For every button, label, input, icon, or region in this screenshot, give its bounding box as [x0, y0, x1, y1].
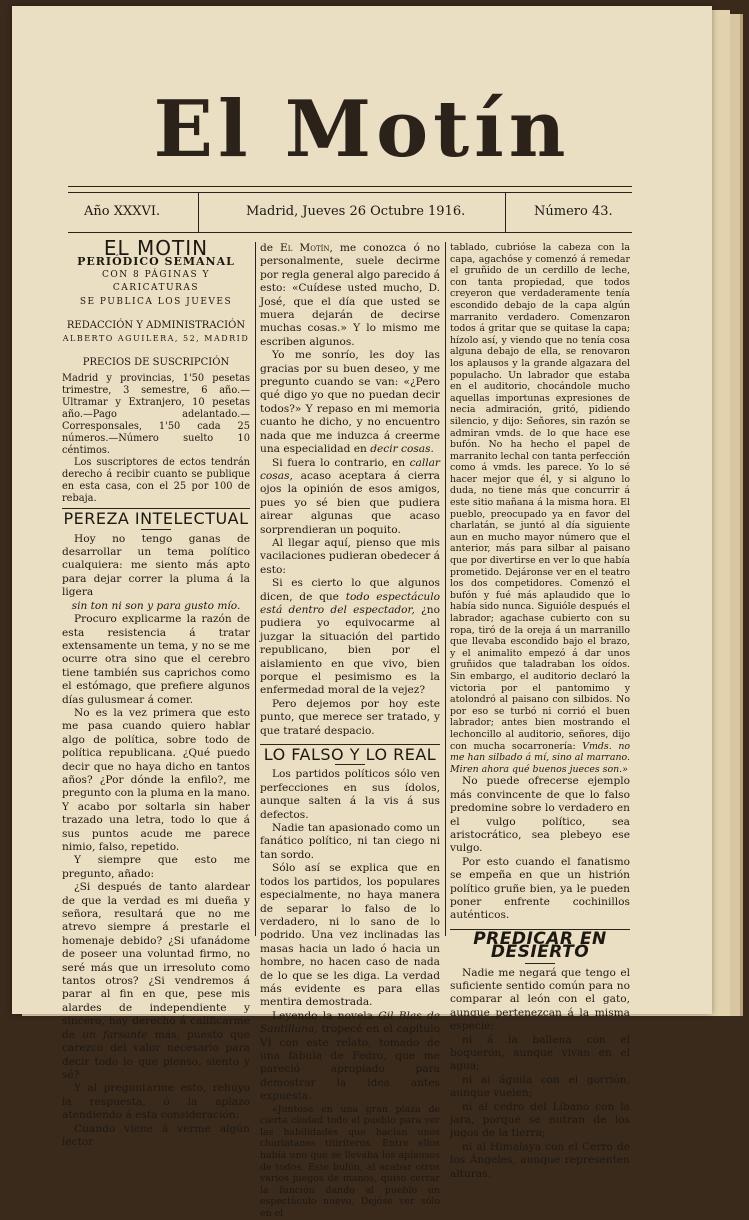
- article-title-falso: LO FALSO Y LO REAL: [263, 745, 437, 765]
- box-address: ALBERTO AGUILERA, 52, MADRID: [62, 334, 250, 344]
- masthead-rule-bottom: [68, 232, 632, 233]
- desierto-v3: ni al águila con el gorrión, aunque vuelen;: [450, 1073, 630, 1100]
- col2-p2: Yo me sonrío, les doy las gracias por su buen deseo, y me pregunto cuando se van: «¿Pero qué digo yo que no puedan decir todos?» Y repaso en mi memoria cuanto he dicho, y no encuentro nada que me induzca á creerme una especialidad en decir cosas.: [260, 349, 440, 456]
- newspaper-page: [12, 6, 712, 1219]
- year-label: Año XXXVI.: [84, 204, 161, 219]
- box-published: SE PUBLICA LOS JUEVES: [79, 296, 233, 307]
- subscription-box: [62, 236, 250, 369]
- desierto-v1: Nadie me negará que tengo el suficiente sentido común para no comparar al león con el gato, aunque pertenezcan á la misma especie;: [450, 966, 630, 1033]
- pereza-p5: ¿Si después de tanto alardear de que la verdad es mi dueña y señora, resultará que no me atrevo siempre á prestarle el homenaje debido? ¿Si ufanádome de poseer una voluntad firmo, no seré más que un irresoluto como tantos otros? ¿Si vendremos á parar al fin en que, pese mis alardes de independiente y sincero, hay derecho á calificarme de un farsante más, puesto que carezco del valor necesario para decir todo lo que pienso, siento y sé?: [62, 881, 251, 1081]
- subscriber-note: Los suscriptores de ectos tendrán derecho á recibir cuanto se publique en esta casa, con el 25 por 100 de rebaja.: [62, 457, 250, 505]
- title-dash: [141, 529, 171, 530]
- falso-p1: Los partidos políticos sólo ven perfecciones en sus ídolos, aunque salten á la vis á sus defectos.: [260, 768, 440, 821]
- title-dash-3: [525, 963, 555, 964]
- box-subtitle: PERIÓDICO SEMANAL: [77, 255, 235, 269]
- pereza-p4: Y siempre que esto me pregunto, añado:: [62, 854, 250, 880]
- dateline-divider-2: [505, 192, 506, 232]
- desierto-v5: ni al Himalaya con el Cerro de los Ángeles, aunque representen alturas.: [450, 1140, 630, 1180]
- pereza-p3: No es la vez primera que esto me pasa cuando quiero hablar algo de política, sobre todo de política republicana. ¿Qué puedo decir que no haya dicho en tantos años? ¿Por dónde la enfilo?, me pregunto con la pluma en la mano. Y acabo por soltarla sin haber trazado una letra, todo lo que á sus puntos acude me parece nimio, falso, repetido.: [62, 706, 250, 853]
- pereza-p6: Y al preguntarme esto, rehuyo la respuesta, ó la aplazo atendiendo á esta consideración:: [62, 1082, 250, 1122]
- column-rule-2: [445, 242, 446, 936]
- pereza-p7: Cuando viene á verme algún lector: [62, 1122, 250, 1148]
- falso-quote: «Juntose en una gran plaza de cierta ciudad todo el pueblo para ver las habilidades que hacían unos charlatanes titiriteros. Entre ellos había uno que se llevaba los aplausos de todos. Este bufón, al acabar otros varios juegos de manos, quiso cerrar la función dando al pueblo un espectáculo nuevo. Dejóse ver sólo en el: [260, 1103, 440, 1219]
- prices-text: Madrid y provincias, 1'50 pesetas trimestre, 3 semestre, 6 año.—Ultramar y Extranjero, 10 pesetas año.—Pago adelantado.—Corresponsales, 1'50 cada 25 números.—Número suelto 10 céntimos.: [62, 373, 250, 457]
- issue-number: Número 43.: [534, 204, 613, 219]
- desierto-v2: ni á la ballena con el boquerón, aunque vivan en el agua;: [450, 1033, 630, 1073]
- column-rule-1: [255, 242, 256, 936]
- col2-p5: Si es cierto lo que algunos dicen, de que todo espectáculo está dentro del espectador, ¿no pudiera yo equivocarme al juzgar la situación del partido republicano, bien por el aislamiento en que vivo, bien porque el pesimismo es la enfermedad moral de la vejez?: [260, 577, 440, 697]
- article-title-desierto: PREDICAR EN DESIERTO: [473, 928, 607, 963]
- desierto-v4: ni al cedro del Líbano con la jara, porque se nutran de los jugos de la tierra;: [450, 1100, 630, 1140]
- col3-p3: Por esto cuando el fanatismo se empeña en que un histrión político gruñe bien, ya le pueden poner enfrente cochinillos auténticos.: [450, 855, 630, 922]
- box-office: REDACCIÓN Y ADMINISTRACIÓN: [66, 320, 246, 332]
- masthead-rule-top: [68, 186, 632, 187]
- pereza-p2: Procuro explicarme la razón de esta resistencia á tratar extensamente un tema, y no se me ocurre otra sino que el cerebro tiene también sus caprichos como el estómago, que prefiere algunos días gulusmear á comer.: [62, 613, 250, 706]
- prices-title: PRECIOS DE SUSCRIPCIÓN: [82, 356, 230, 368]
- col2-p6: Pero dejemos por hoy este punto, que merece ser tratado, y que trataré despacio.: [260, 697, 440, 737]
- box-pages: CON 8 PÁGINAS Y CARICATURAS: [102, 269, 210, 294]
- col3-p2: No puede ofrecerse ejemplo más convincente de que lo falso predomine sobre lo verdadero en el vulgo político, sea aristocrático, sea plebeyo ese vulgo.: [450, 775, 630, 855]
- column-2: [260, 242, 440, 1220]
- dateline-divider-1: [198, 192, 199, 232]
- col2-p4: Al llegar aquí, pienso que mis vacilaciones pudieran obedecer á esto:: [260, 536, 440, 576]
- falso-p4: Leyendo la novela Gil Blas de Santillana, tropecé en el capítulo VI con este relato, tomado de una fábula de Fedro, que me pareció apropiado para demostrar la idea antes expuesta.: [260, 1009, 440, 1103]
- dateline: Madrid, Jueves 26 Octubre 1916.: [246, 204, 466, 219]
- pereza-p1: Hoy no tengo ganas de desarrollar un tema político cualquiera: me siento más apto para dejar correr la pluma á la ligera: [62, 532, 250, 599]
- article-title-pereza: PEREZA INTELECTUAL: [63, 509, 249, 529]
- masthead-title: El Motín: [153, 84, 571, 175]
- box-title: EL MOTIN: [103, 236, 209, 260]
- column-1: [62, 236, 251, 1149]
- dateline-bar: [68, 192, 632, 232]
- col2-p3: Si fuera lo contrario, en callar cosas, acaso aceptara á cierra ojos la opinión de esos amigos, pues yo sé bien que pudiera airear algunas que acaso sorprendieran un poquito.: [260, 456, 440, 536]
- falso-p3: Sólo así se explica que en todos los partidos, los populares especialmente, no haya manera de separar lo falso de lo verdadero, ni lo sano de lo podrido. Una vez inclinadas las masas hacia un lado ó hacia un hombre, no hacen caso de nada de lo que se les diga. La verdad más evidente es para ellas mentira demostrada.: [260, 862, 440, 1009]
- pereza-p1-italic: sin ton ni son y para gusto mío.: [71, 599, 241, 612]
- col2-p1: de El Motín, me conozca ó no personalmente, suele decirme por regla general algo parecido á esto: «Cuídese usted mucho, D. José, que el día que usted se muera dejarán de decirse muchas cosas.» Y lo mismo me escriben algunos.: [260, 242, 440, 348]
- title-dash-2: [335, 764, 365, 765]
- column-3: [450, 242, 630, 1181]
- col3-quote: tablado, cubrióse la cabeza con la capa, agachóse y comenzó á remedar el gruñido de un cerdillo de leche, con tanta propiedad, que todos creyeron que verdaderamente tenía escondido debajo de la capa algún marranito verdadero. Comenzaron todos á gritar que se quitase la capa; hízolo así, y viendo que no tenía cosa alguna debajo de ella, se renovaron los aplausos y la grande algazara del populacho. Un labrador que estaba en el auditorio, chocándole mucho aquellas importunas expresiones de necia admiración, gritó, pidiendo silencio, y dijo: Señores, sin razón se admiran vmds. de lo que hace ese bufón. No ha hecho el papel de marranito lechal con tanta perfección como á vmds. les parece. Yo lo sé hacer mejor que él, y si alguno lo duda, no tiene más que concurrir á este sitio mañana á la misma hora. El pueblo, preocupado ya en favor del charlatán, se juntó al día siguiente aun en mucho mayor número que el anterior, más para silbar al paisano que por divertirse en ver lo que había prometido. Dejáronse ver en el teatro los dos competidores. Comenzó el bufón y fué más aplaudido que lo había sido nunca. Siguióle después el labrador; agachase cubierto con su ropa, tiró de la oreja á un marranillo que llevaba escondido bajo el brazo, y el animalito empezó á dar unos gruñidos que taladraban los oídos. Sin embargo, el auditorio declaró la victoria por el pantomimo y atolondró al paisano con silbidos. No por eso se turbó ni corrió el buen labrador; antes bien mostrando el lechoncillo al auditorio, señores, dijo con mucha socarronería: Vmds. no me han silbado á mí, sino al marrano. Miren ahora qué buenos jueces son.»: [450, 242, 630, 775]
- falso-p2: Nadie tan apasionado como un fanático político, ni tan ciego ni tan sordo.: [260, 822, 440, 861]
